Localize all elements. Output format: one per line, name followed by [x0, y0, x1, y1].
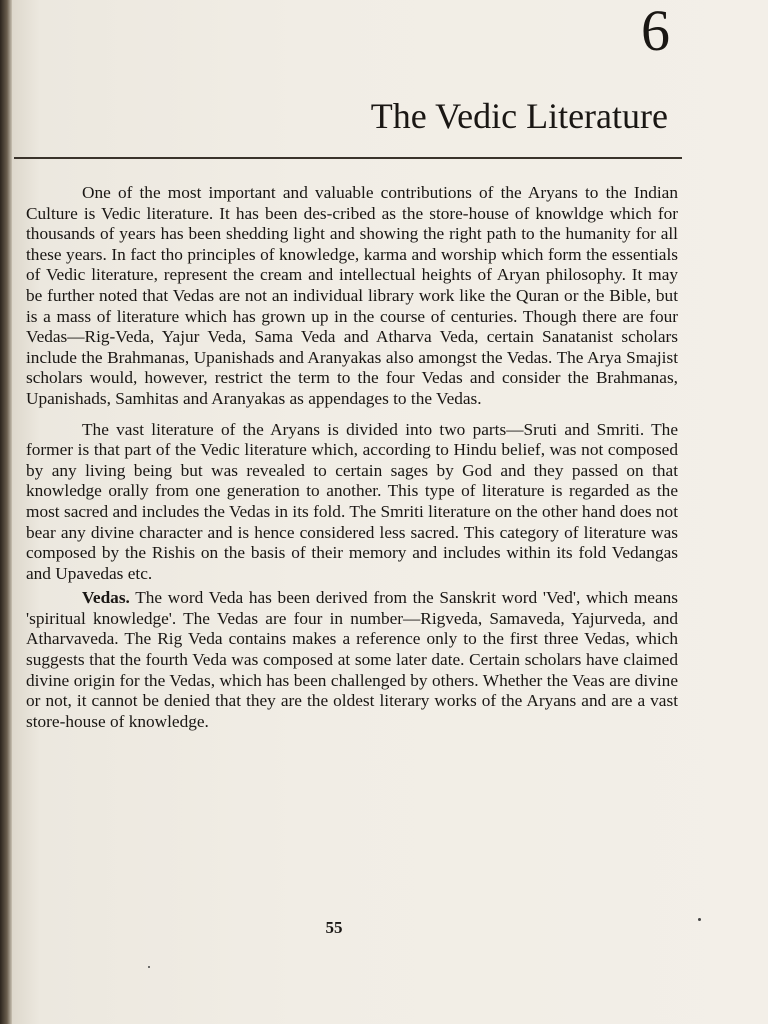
page-number: 55 — [325, 918, 343, 937]
paragraph: The vast literature of the Aryans is divided into two parts—Sruti and Smriti. The former is that part of the Vedic literature which, according to Hindu belief, was not composed by any living being but was revealed to certain sages by God and they passed on that knowledge orally from one generation to another. This type of literature is regarded as the most sacred and includes the Vedas in its fold. The Smriti literature on the other hand does not bear any divine character and is hence considered less sacred. This category of literature was composed by the Rishis on the basis of their memory and includes within its fold Vedangas and Upavedas etc. — [26, 419, 678, 583]
chapter-number: 6 — [641, 0, 670, 63]
paper-speck — [698, 918, 701, 921]
chapter-body — [26, 183, 678, 732]
paragraph — [26, 588, 678, 732]
chapter-title: The Vedic Literature — [370, 96, 668, 136]
paragraph-text: The word Veda has been derived from the Sanskrit word 'Ved', which means 'spiritual knowledge'. The Vedas are four in number—Rigveda, Samaveda, Yajurveda, and Atharvaveda. The Rig Veda contains makes a reference only to the first three Vedas, which suggests that the fourth Veda was composed at some later date. Certain scholars have claimed divine origin for the Vedas, which has been challenged by others. Whether the Veas are divine or not, it cannot be denied that they are the oldest literary works of the Aryans and are a vast store-house of knowledge. — [26, 588, 678, 731]
title-divider — [14, 157, 682, 159]
paragraph: One of the most important and valuable contributions of the Aryans to the Indian Culture is Vedic literature. It has been des-cribed as the store-house of knowldge which for thousands of years has been shedding light and showing the right path to the humanity for all these years. In fact tho principles of knowledge, karma and worship which form the essentials of Vedic literature, represent the cream and intellectual heights of Aryan philosophy. It may be further noted that Vedas are not an individual library work like the Quran or the Bible, but is a mass of literature which has grown up in the course of centuries. Though there are four Vedas—Rig-Veda, Yajur Veda, Sama Veda and Atharva Veda, certain Sanatanist scholars include the Brahmanas, Upanishads and Aranyakas also amongst the Vedas. The Arya Smajist scholars would, however, restrict the term to the four Vedas and consider the Brahmanas, Upanishads, Samhitas and Aranyakas as appendages to the Vedas. — [26, 183, 678, 408]
book-spine-shadow — [0, 0, 12, 1024]
paper-speck — [148, 966, 150, 968]
paragraph-lead-term: Vedas. — [82, 588, 130, 608]
